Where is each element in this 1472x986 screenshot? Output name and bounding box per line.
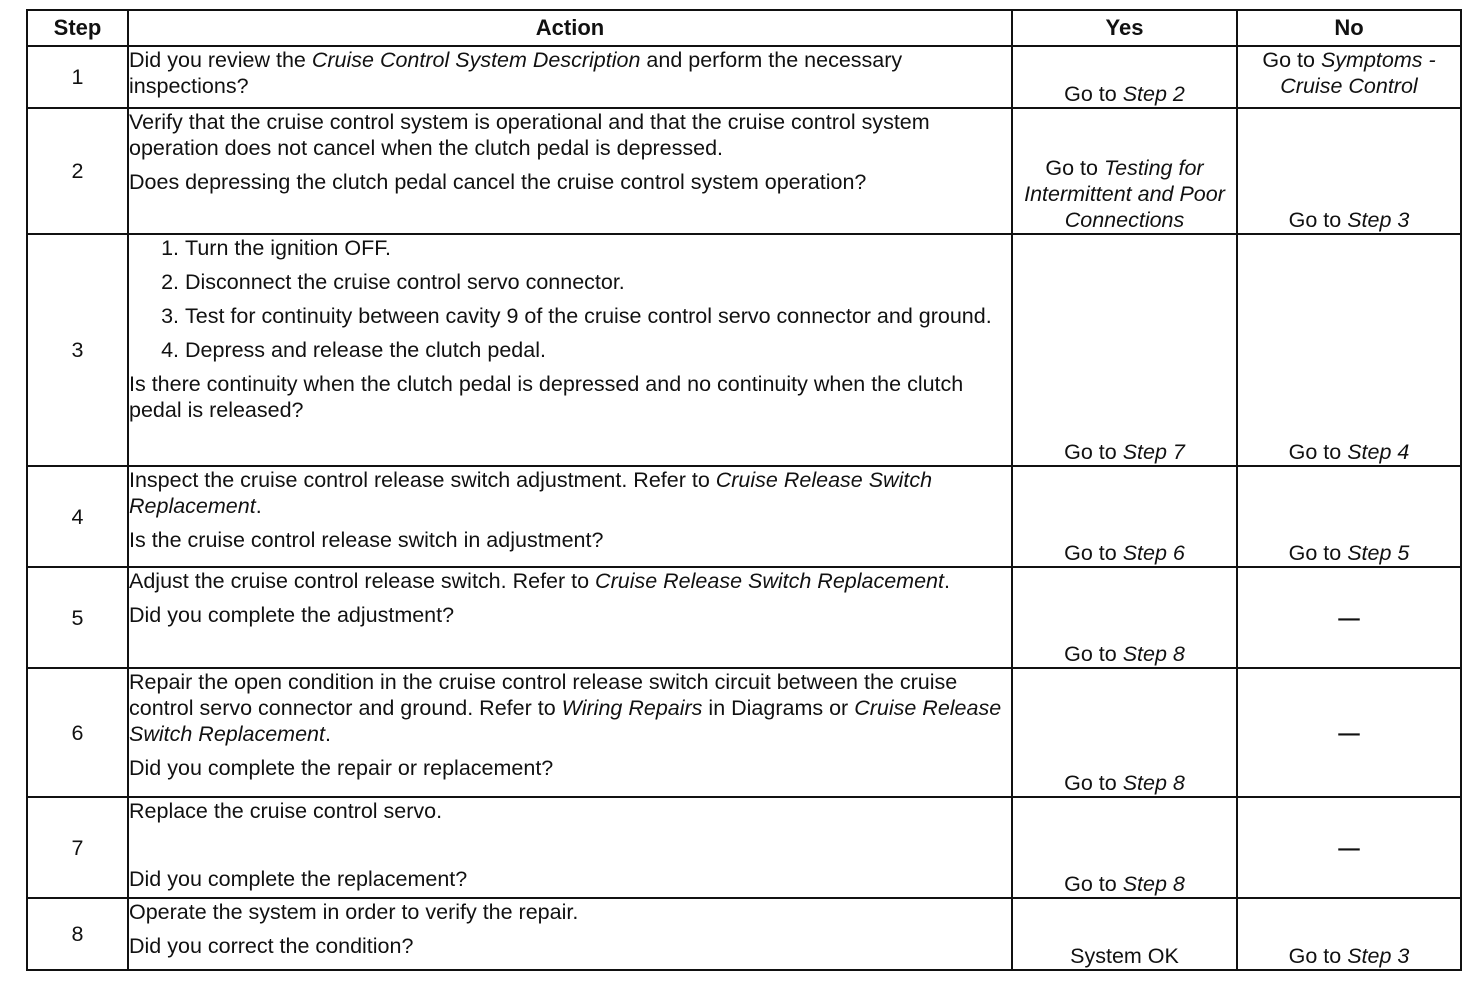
yes-cell: Go to Step 7 xyxy=(1012,234,1237,466)
yes-cell: Go to Step 2 xyxy=(1012,46,1237,108)
header-yes: Yes xyxy=(1012,10,1237,46)
action-cell xyxy=(128,466,1012,567)
header-step: Step xyxy=(27,10,128,46)
action-instruction: Repair the open condition in the cruise control release switch circuit between the cruise control servo connector and ground. Refer to Wiring Repairs in Diagrams or Cruise Release Switch Replacement. xyxy=(129,670,1002,746)
table-row xyxy=(27,797,1461,898)
action-question: Did you correct the condition? xyxy=(129,934,414,958)
action-instruction: Replace the cruise control servo. xyxy=(129,799,443,823)
no-cell: Go to Step 4 xyxy=(1237,234,1461,466)
table-row xyxy=(27,46,1461,108)
yes-cell: Go to Step 8 xyxy=(1012,567,1237,668)
table-row xyxy=(27,567,1461,668)
table-row xyxy=(27,668,1461,797)
list-item: 1. Turn the ignition OFF. xyxy=(185,235,1011,261)
blank-spacer xyxy=(129,832,1011,866)
no-cell: — xyxy=(1237,567,1461,668)
action-instruction: Verify that the cruise control system is operational and that the cruise control system operation does not cancel when the clutch pedal is depressed. xyxy=(129,110,930,160)
action-cell xyxy=(128,668,1012,797)
action-question: Is there continuity when the clutch pedal is depressed and no continuity when the clutch pedal is released? xyxy=(129,372,964,422)
no-cell: — xyxy=(1237,797,1461,898)
step-number: 2 xyxy=(27,108,128,234)
no-cell: Go to Step 3 xyxy=(1237,108,1461,234)
diagnostic-table xyxy=(26,9,1462,971)
table-row xyxy=(27,898,1461,970)
step-number: 1 xyxy=(27,46,128,108)
yes-cell: System OK xyxy=(1012,898,1237,970)
yes-cell: Go to Step 6 xyxy=(1012,466,1237,567)
action-question: Did you complete the adjustment? xyxy=(129,603,455,627)
action-instruction: Operate the system in order to verify the repair. xyxy=(129,900,579,924)
step-number: 3 xyxy=(27,234,128,466)
list-item: 3. Test for continuity between cavity 9 of the cruise control servo connector and ground. xyxy=(185,303,1011,329)
step-number: 5 xyxy=(27,567,128,668)
list-item: 2. Disconnect the cruise control servo connector. xyxy=(185,269,1011,295)
yes-cell: Go to Step 8 xyxy=(1012,668,1237,797)
step-number: 4 xyxy=(27,466,128,567)
step-number: 8 xyxy=(27,898,128,970)
header-no: No xyxy=(1237,10,1461,46)
action-question: Is the cruise control release switch in adjustment? xyxy=(129,528,604,552)
action-cell xyxy=(128,797,1012,898)
action-question: Did you complete the repair or replacement? xyxy=(129,756,554,780)
table-row xyxy=(27,466,1461,567)
action-instruction: Adjust the cruise control release switch. Refer to Cruise Release Switch Replacement. xyxy=(129,569,950,593)
action-question: Does depressing the clutch pedal cancel the cruise control system operation? xyxy=(129,170,867,194)
header-action: Action xyxy=(128,10,1012,46)
list-item: 4. Depress and release the clutch pedal. xyxy=(185,337,1011,363)
step-number: 6 xyxy=(27,668,128,797)
step-number: 7 xyxy=(27,797,128,898)
no-cell: Go to Step 3 xyxy=(1237,898,1461,970)
action-cell xyxy=(128,46,1012,108)
yes-cell: Go to Testing for Intermittent and Poor Connections xyxy=(1012,108,1237,234)
action-question: Did you complete the replacement? xyxy=(129,867,468,891)
action-cell xyxy=(128,898,1012,970)
table-row xyxy=(27,234,1461,466)
action-text: Did you review the Cruise Control System Description and perform the necessary inspections? xyxy=(129,48,903,98)
action-cell xyxy=(128,108,1012,234)
header-row xyxy=(27,10,1461,46)
instruction-list xyxy=(129,235,1011,363)
yes-cell: Go to Step 8 xyxy=(1012,797,1237,898)
action-cell xyxy=(128,234,1012,466)
action-instruction: Inspect the cruise control release switch adjustment. Refer to Cruise Release Switch Replacement. xyxy=(129,468,933,518)
action-cell xyxy=(128,567,1012,668)
table-row xyxy=(27,108,1461,234)
no-cell: — xyxy=(1237,668,1461,797)
no-cell: Go to Step 5 xyxy=(1237,466,1461,567)
no-cell: Go to Symptoms - Cruise Control xyxy=(1237,46,1461,108)
